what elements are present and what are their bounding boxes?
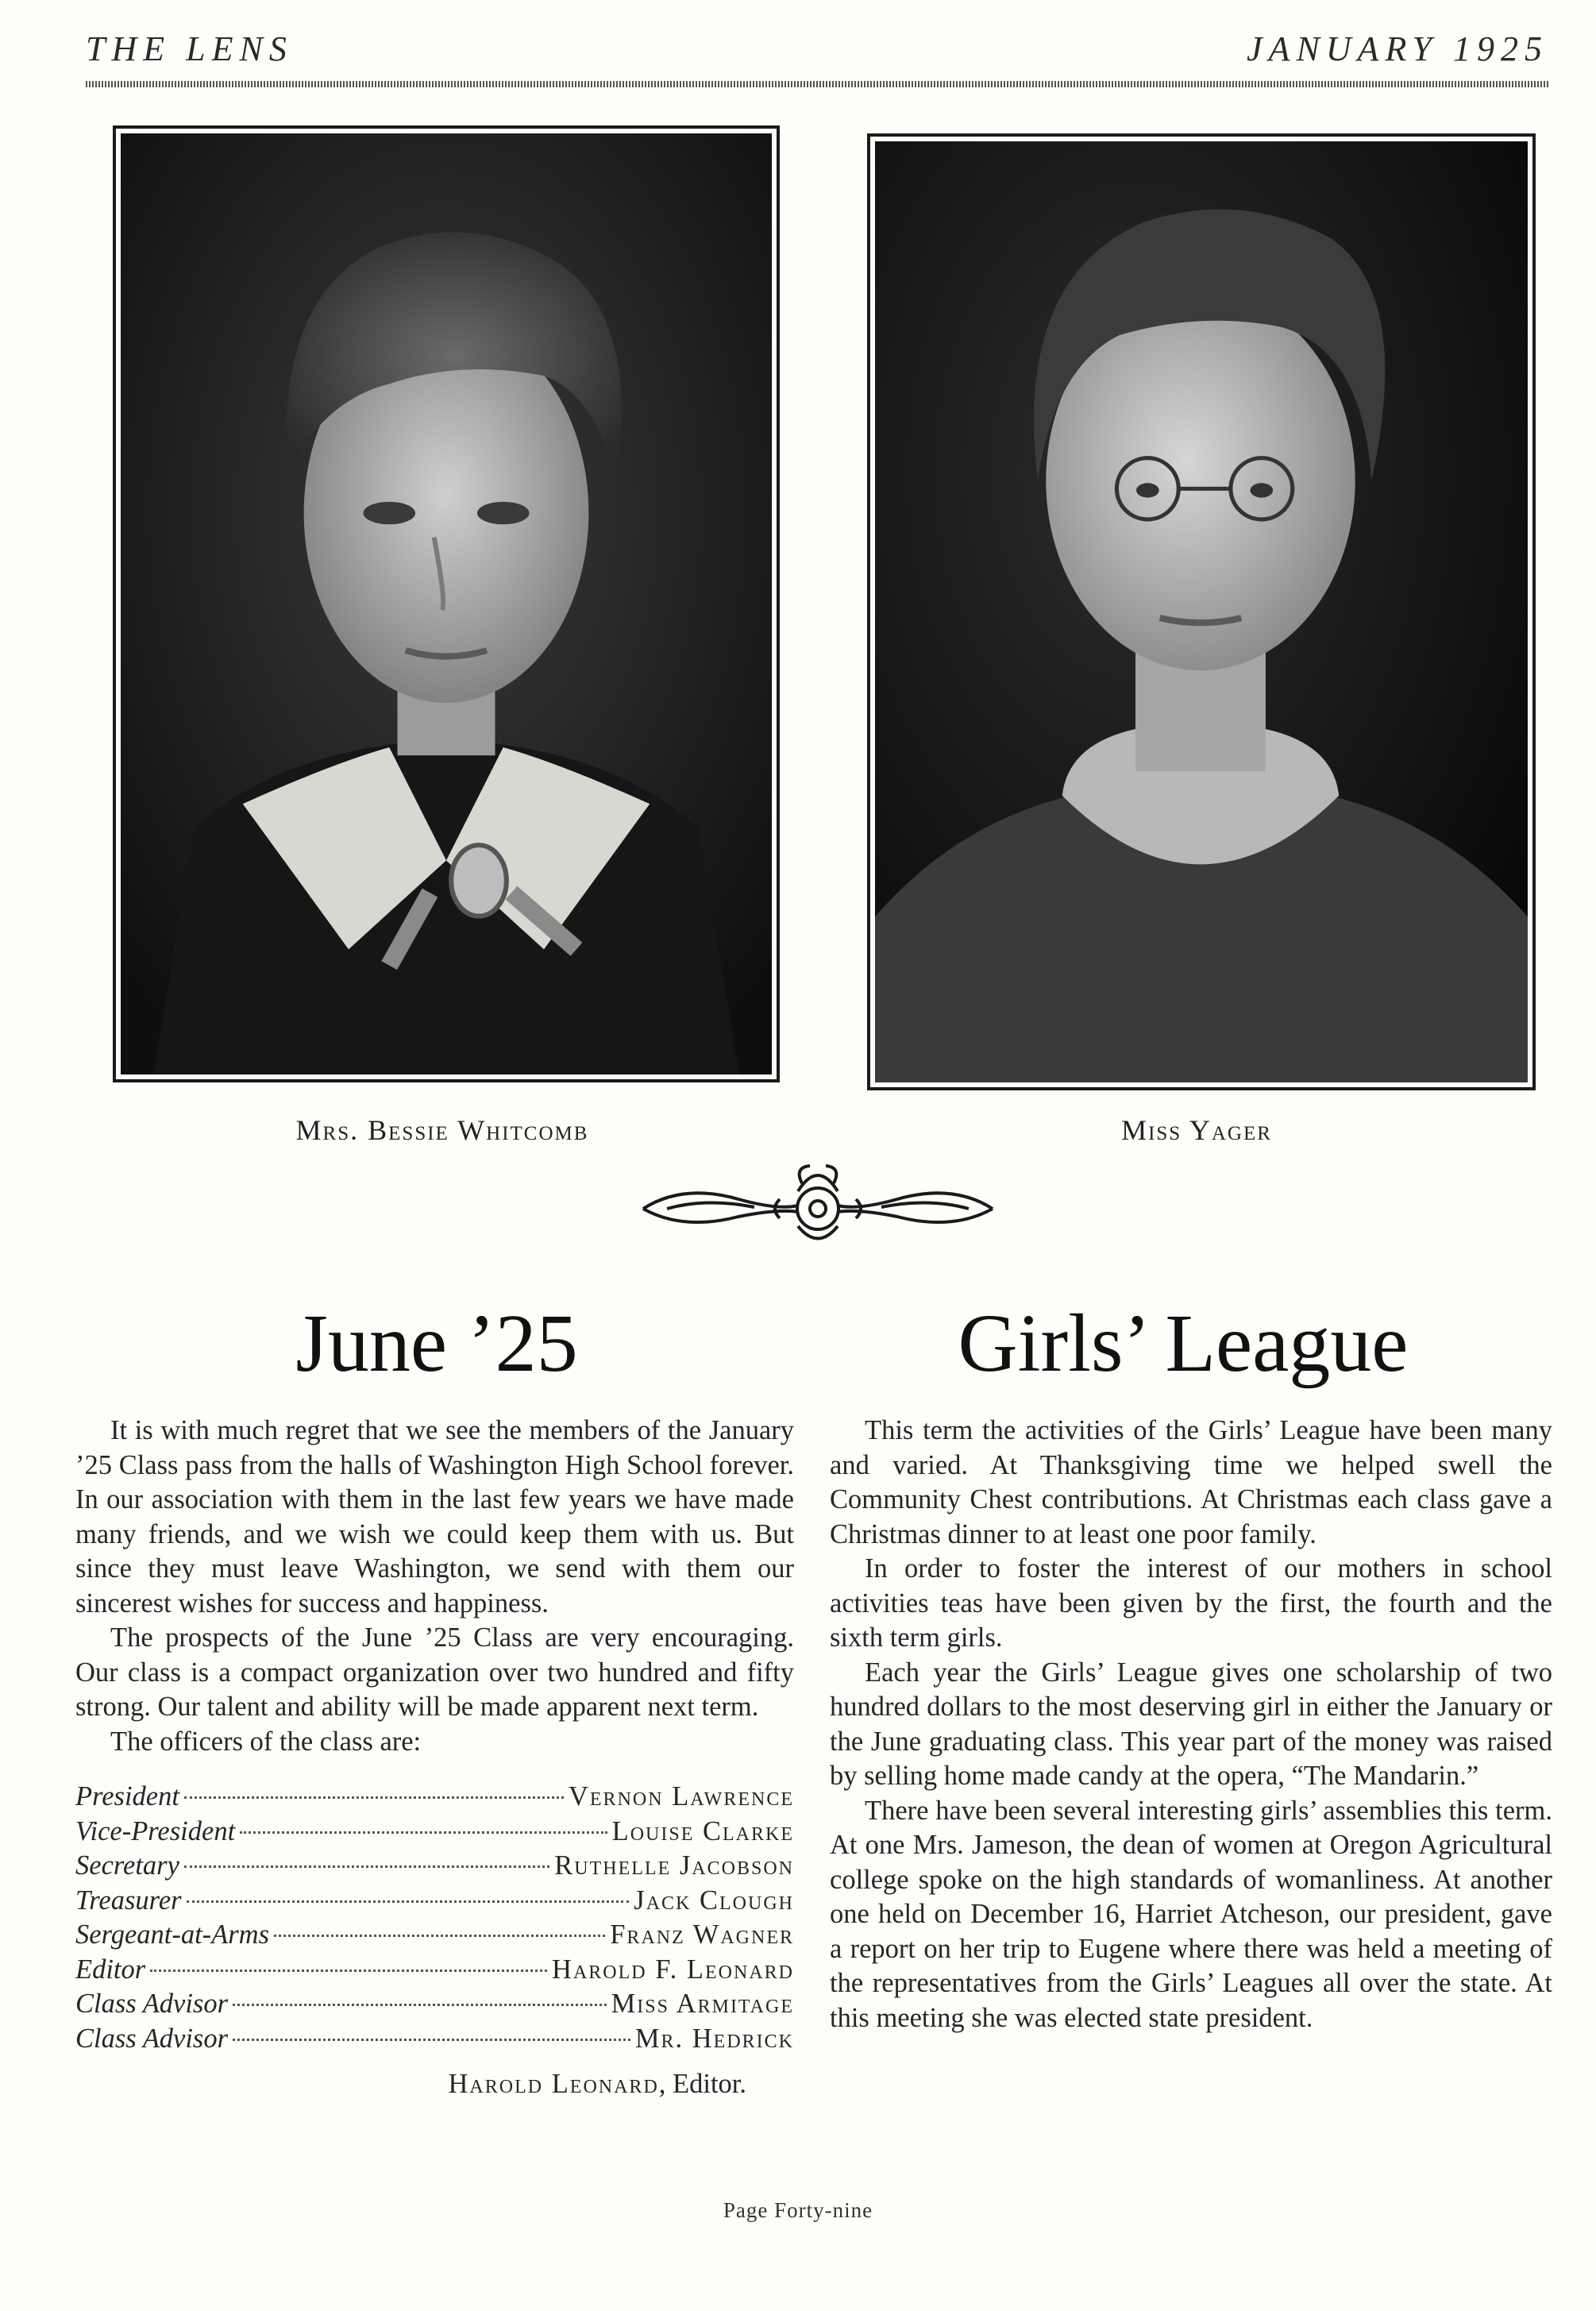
girls-league-paragraph-3: Each year the Girls’ League gives one scholarship of two hundred dollars to the most deserving girl in either the January or the June graduating class. This year part of the money was raised by selling home made candy at the opera, “The Mandarin.” [830,1657,1552,1791]
girls-league-paragraph-2: In order to foster the interest of our mothers in school activities teas have been given by the first, the fourth and the sixth term girls. [830,1553,1552,1653]
leader-dots [150,1970,547,1972]
girls-league-paragraph-4: There have been several interesting girls’ assemblies this term. At one Mrs. Jameson, the dean of women at Oregon Agricultural college spoke on the high standards of womanliness. At another one held on December 16, Harriet Atcheson, our president, gave a report on her trip to Eugene where there was held a meeting of the representatives from the Girls’ Leagues all over the state. At this meeting she was elected state president. [830,1795,1552,2033]
leader-dots [233,2004,607,2006]
officer-row-vice-president [75,1815,794,1850]
heading-girls-league: Girls’ League [958,1298,1409,1389]
girls-league-paragraph-1: This term the activities of the Girls’ League have been many and varied. At Thanksgiving time we helped swell the Community Chest contributions. At Christmas each class gave a Christmas dinner to at least one poor family. [830,1415,1552,1549]
officer-row-sergeant-at-arms [75,1918,794,1953]
leader-dots [187,1900,630,1903]
officer-name: Franz Wagner [610,1919,794,1950]
page-header [86,29,1548,92]
caption-whitcomb: Mrs. Bessie Whitcomb [295,1114,589,1146]
editor-signoff [75,2067,794,2102]
portrait-whitcomb-image [121,133,772,1074]
officer-role: President [75,1781,179,1811]
officer-list [75,1780,794,2056]
leader-dots [274,1935,605,1937]
leader-dots [233,2039,630,2041]
officer-name: Vernon Lawrence [568,1781,794,1811]
leader-dots [184,1796,564,1799]
officer-row-treasurer [75,1884,794,1919]
officer-name: Ruthelle Jacobson [554,1850,794,1881]
publication-title: THE LENS [86,29,293,68]
leader-dots [184,1865,549,1868]
portrait-whitcomb [113,125,780,1082]
caption-yager: Miss Yager [1121,1114,1272,1146]
june-25-article [75,1414,794,2102]
officer-name: Mr. Hedrick [634,2023,794,2054]
officer-row-class-advisor-1 [75,1987,794,2022]
girls-league-article [830,1414,1552,2035]
officer-row-class-advisor-2 [75,2022,794,2057]
officer-name: Miss Armitage [611,1989,794,2019]
june-25-paragraph-1: It is with much regret that we see the members of the January ’25 Class pass from the halls of Washington High School forever. In our association with them in the last few years we have made many friends, and we wish we could keep them with us. But since they must leave Washington, we send with them our sincerest wishes for success and happiness. [75,1415,794,1618]
officer-name: Jack Clough [634,1885,794,1916]
ornament-flourish-icon [635,1159,1000,1255]
portrait-yager-image [875,141,1528,1082]
officer-role: Treasurer [75,1885,182,1916]
signoff-title: , Editor. [658,2069,746,2099]
june-25-paragraph-3: The officers of the class are: [110,1726,422,1757]
officer-role: Class Advisor [75,1989,229,2019]
officer-row-editor [75,1953,794,1988]
heading-june-25: June ’25 [295,1298,578,1389]
officer-role: Vice-President [75,1815,236,1846]
portrait-whitcomb-drawing [121,133,772,1074]
portrait-yager [867,133,1536,1090]
officer-name: Louise Clarke [611,1815,794,1846]
leader-dots [240,1831,607,1834]
officer-role: Sergeant-at-Arms [75,1919,270,1950]
officer-row-president [75,1780,794,1815]
signoff-name: Harold Leonard [448,2069,659,2099]
officer-role: Secretary [75,1850,179,1881]
page-number: Page Forty-nine [723,2198,873,2222]
officer-row-secretary [75,1849,794,1884]
officer-role: Editor [75,1954,146,1985]
portrait-yager-drawing [875,141,1528,1082]
issue-date: JANUARY 1925 [1247,29,1548,68]
june-25-paragraph-2: The prospects of the June ’25 Class are very encouraging. Our class is a compact organization over two hundred and fifty strong. Our talent and ability will be made apparent next term. [75,1622,794,1722]
header-rule [86,81,1548,87]
officer-name: Harold F. Leonard [552,1954,794,1985]
officer-role: Class Advisor [75,2023,229,2054]
